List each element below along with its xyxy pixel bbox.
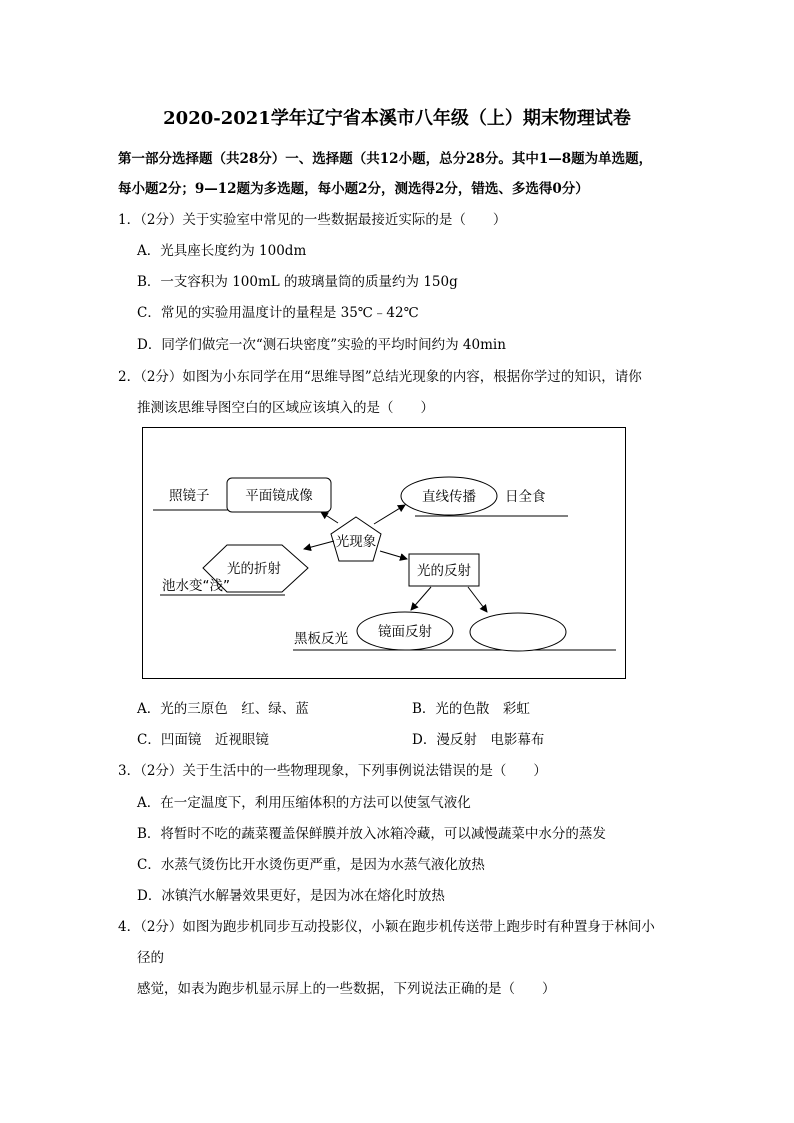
q4-stem-line3: 感觉，如表为跑步机显示屏上的一些数据，下列说法正确的是（ ） [137, 981, 556, 997]
q1-option-a: A．光具座长度约为 100dm [137, 243, 307, 259]
eclipse-label: 日全食 [505, 489, 546, 505]
mirror-example-label: 照镜子 [169, 488, 210, 504]
q1-stem: 1．（2分）关于实验室中常见的一些数据最接近实际的是（ ） [118, 212, 507, 228]
q2-option-a: A．光的三原色 红、绿、蓝 [137, 701, 309, 717]
arrow-to-refraction [304, 541, 334, 549]
q2-option-c: C．凹面镜 近视眼镜 [137, 732, 269, 748]
q3-option-b: B．将暂时不吃的蔬菜覆盖保鲜膜并放入冰箱冷藏，可以减慢蔬菜中水分的蒸发 [137, 826, 606, 842]
straight-line-label: 直线传播 [422, 489, 476, 505]
q3-option-a: A．在一定温度下，利用压缩体积的方法可以使氢气液化 [137, 795, 471, 811]
refraction-example-label: 池水变“浅” [162, 578, 230, 594]
q2-stem-line2: 推测该思维导图空白的区域应该填入的是（ ） [137, 400, 434, 416]
center-label: 光现象 [335, 534, 377, 550]
q3-stem: 3．（2分）关于生活中的一些物理现象，下列事例说法错误的是（ ） [118, 763, 547, 779]
q3-option-c: C．水蒸气烫伤比开水烫伤更严重，是因为水蒸气液化放热 [137, 857, 485, 873]
exam-title: 2020-2021学年辽宁省本溪市八年级（上）期末物理试卷 [163, 108, 631, 129]
q1-option-b: B．一支容积为 100mL 的玻璃量筒的质量约为 150g [137, 274, 458, 290]
q2-stem-line1: 2．（2分）如图为小东同学在用“思维导图”总结光现象的内容，根据你学过的知识，请你 [118, 369, 642, 385]
mind-map-diagram [142, 427, 626, 679]
specular-example-label: 黑板反光 [294, 631, 348, 647]
section-header-line2: 每小题2分；9—12题为多选题，每小题2分，测选得2分，错选、多选得0分） [118, 181, 589, 197]
q1-option-d: D．同学们做完一次“测石块密度”实验的平均时间约为 40min [137, 337, 506, 353]
arrow-to-specular [411, 587, 431, 610]
arrow-to-straight [374, 505, 405, 524]
arrow-to-mirror [321, 512, 338, 523]
q4-stem-line1: 4．（2分）如图为跑步机同步互动投影仪，小颖在跑步机传送带上跑步时有种置身于林间小 [118, 919, 655, 935]
reflection-label: 光的反射 [417, 563, 471, 579]
refraction-label: 光的折射 [227, 561, 281, 577]
specular-label: 镜面反射 [378, 624, 432, 640]
plane-mirror-label: 平面镜成像 [245, 488, 313, 504]
q4-stem-line2: 径的 [137, 950, 164, 966]
blank-node [470, 613, 566, 651]
q3-option-d: D．冰镇汽水解暑效果更好，是因为冰在熔化时放热 [137, 888, 445, 904]
arrow-to-blank [468, 587, 487, 612]
arrow-to-reflection [380, 551, 407, 559]
q1-option-c: C．常见的实验用温度计的量程是 35℃﹣42℃ [137, 305, 419, 321]
q2-option-b: B．光的色散 彩虹 [412, 701, 530, 717]
q2-option-d: D．漫反射 电影幕布 [412, 732, 545, 748]
section-header-line1: 第一部分选择题（共28分）一、选择题（共12小题，总分28分。其中1—8题为单选题， [118, 151, 653, 167]
